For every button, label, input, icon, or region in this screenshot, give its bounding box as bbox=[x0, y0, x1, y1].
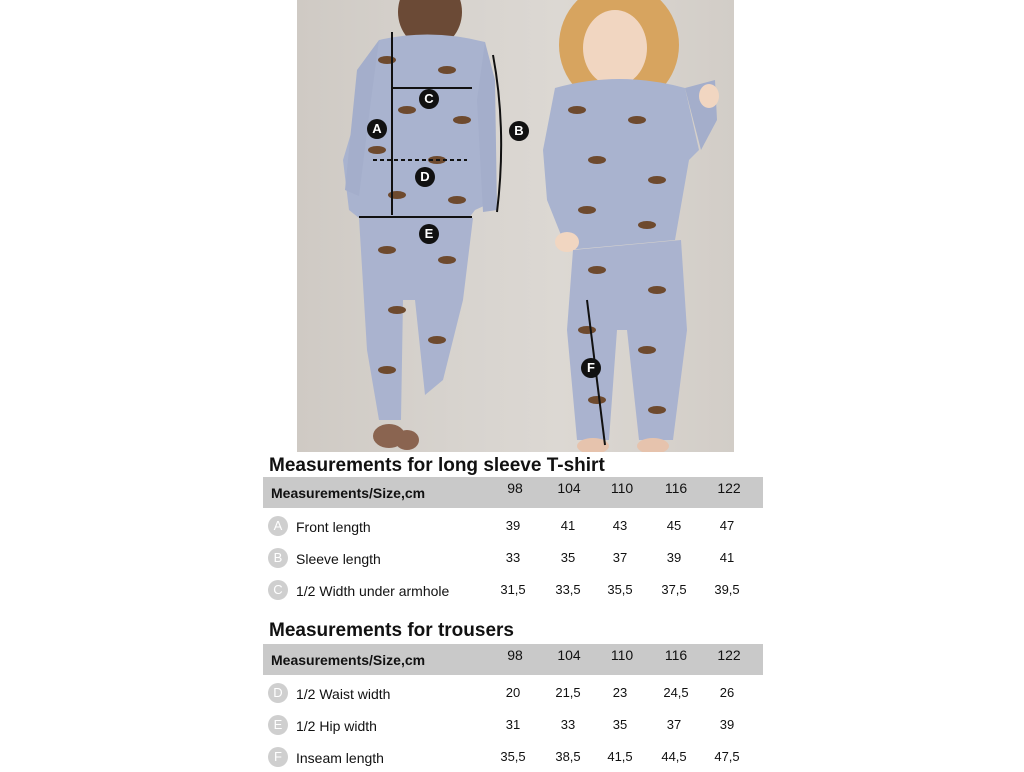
value-cell: 37 bbox=[666, 717, 682, 732]
value-cell: 43 bbox=[612, 518, 628, 533]
value-cell: 24,5 bbox=[663, 685, 689, 700]
badge-f: F bbox=[268, 747, 288, 767]
table-row bbox=[263, 545, 763, 573]
tshirt-header-label: Measurements/Size,cm bbox=[271, 485, 426, 501]
trousers-size-110: 110 bbox=[610, 647, 634, 663]
tshirt-size-122: 122 bbox=[717, 480, 741, 496]
photo-illustration bbox=[297, 0, 734, 452]
value-cell: 31,5 bbox=[500, 582, 526, 597]
value-cell: 21,5 bbox=[555, 685, 581, 700]
value-cell: 35,5 bbox=[607, 582, 633, 597]
badge-a: A bbox=[268, 516, 288, 536]
row-label: 1/2 Hip width bbox=[296, 718, 377, 734]
value-cell: 41 bbox=[560, 518, 576, 533]
value-cell: 33 bbox=[560, 717, 576, 732]
row-label: Front length bbox=[296, 519, 371, 535]
value-cell: 44,5 bbox=[661, 749, 687, 764]
marker-f: F bbox=[581, 358, 601, 378]
row-label: Inseam length bbox=[296, 750, 384, 766]
value-cell: 26 bbox=[719, 685, 735, 700]
value-cell: 41,5 bbox=[607, 749, 633, 764]
value-cell: 47 bbox=[719, 518, 735, 533]
marker-b: B bbox=[509, 121, 529, 141]
trousers-header-bar bbox=[263, 644, 763, 675]
value-cell: 39,5 bbox=[714, 582, 740, 597]
value-cell: 37 bbox=[612, 550, 628, 565]
trousers-size-122: 122 bbox=[717, 647, 741, 663]
trousers-header-label: Measurements/Size,cm bbox=[271, 652, 426, 668]
row-label: 1/2 Waist width bbox=[296, 686, 391, 702]
product-photo bbox=[297, 0, 734, 452]
marker-e: E bbox=[419, 224, 439, 244]
marker-d: D bbox=[415, 167, 435, 187]
trousers-section-title: Measurements for trousers bbox=[269, 620, 514, 641]
value-cell: 39 bbox=[719, 717, 735, 732]
value-cell: 35 bbox=[612, 717, 628, 732]
table-row bbox=[263, 712, 763, 740]
tshirt-size-116: 116 bbox=[664, 480, 688, 496]
table-row bbox=[263, 513, 763, 541]
value-cell: 35,5 bbox=[500, 749, 526, 764]
marker-c: C bbox=[419, 89, 439, 109]
tshirt-header-bar bbox=[263, 477, 763, 508]
tshirt-size-110: 110 bbox=[610, 480, 634, 496]
badge-c: C bbox=[268, 580, 288, 600]
row-label: 1/2 Width under armhole bbox=[296, 583, 450, 599]
tshirt-section-title: Measurements for long sleeve T-shirt bbox=[269, 455, 605, 476]
table-row bbox=[263, 680, 763, 708]
tshirt-size-98: 98 bbox=[507, 480, 523, 496]
value-cell: 39 bbox=[666, 550, 682, 565]
value-cell: 47,5 bbox=[714, 749, 740, 764]
trousers-size-116: 116 bbox=[664, 647, 688, 663]
table-row bbox=[263, 577, 763, 605]
row-label: Sleeve length bbox=[296, 551, 381, 567]
badge-d: D bbox=[268, 683, 288, 703]
trousers-size-98: 98 bbox=[507, 647, 523, 663]
tshirt-size-104: 104 bbox=[557, 480, 581, 496]
value-cell: 41 bbox=[719, 550, 735, 565]
value-cell: 45 bbox=[666, 518, 682, 533]
value-cell: 39 bbox=[505, 518, 521, 533]
value-cell: 33,5 bbox=[555, 582, 581, 597]
value-cell: 31 bbox=[505, 717, 521, 732]
value-cell: 37,5 bbox=[661, 582, 687, 597]
badge-e: E bbox=[268, 715, 288, 735]
value-cell: 35 bbox=[560, 550, 576, 565]
value-cell: 38,5 bbox=[555, 749, 581, 764]
value-cell: 33 bbox=[505, 550, 521, 565]
marker-a: A bbox=[367, 119, 387, 139]
value-cell: 20 bbox=[505, 685, 521, 700]
trousers-size-104: 104 bbox=[557, 647, 581, 663]
badge-b: B bbox=[268, 548, 288, 568]
value-cell: 23 bbox=[612, 685, 628, 700]
